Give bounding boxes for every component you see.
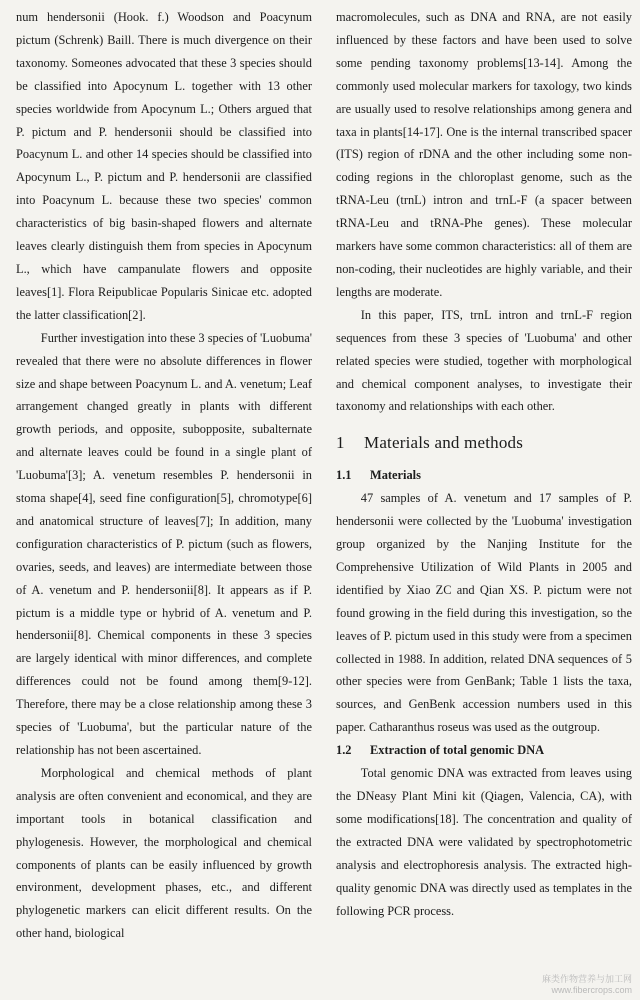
paragraph: In this paper, ITS, trnL intron and trnL-F region sequences from these 3 species of 'Luobuma' and other related species were studied, together with morphological and chemical component analyses, to investigate their taxonomy and relationships with each other.: [336, 307, 632, 414]
paragraph: macromolecules, such as DNA and RNA, are not easily influenced by these factors and have been used to solve some pending taxonomy problems[13-14]. Among the commonly used molecular markers for taxology, two kinds are usually used to resolve relationships among genera and taxa in plants[14-17]. One is the internal transcribed spacer (ITS) region of rDNA and the other including some non-coding regions in the chloroplast genome, such as the tRNA-Leu (trnL) intron and trnL-F (a spacer between tRNA-Leu and tRNA-Phe genes). These molecular markers have some common characteristics: all of them are non-coding, their nucleotides are highly variable, and their lengths are moderate.: [336, 10, 632, 299]
watermark-line1: 麻类作物营养与加工网: [541, 974, 632, 984]
paragraph: Total genomic DNA was extracted from leaves using the DNeasy Plant Mini kit (Qiagen, Valencia, CA), with some modifications[18]. The concentration and quality of the extracted DNA were validated by spectrophotometric analysis and electrophoresis analysis. The extracted high-quality genomic DNA was directly used as templates in the following PCR process.: [336, 766, 632, 918]
section-heading: [336, 430, 632, 456]
watermark: [542, 974, 632, 996]
subsection-number: 1.2: [336, 743, 352, 758]
subsection-title: Extraction of total genomic DNA: [370, 743, 545, 758]
section-title: Materials and methods: [364, 433, 524, 453]
subsection-number: 1.1: [336, 468, 352, 483]
watermark-line2: www.fibercrops.com: [551, 985, 632, 995]
paragraph: Further investigation into these 3 species of 'Luobuma' revealed that there were no absolute differences in flower size and shape between Poacynum L. and A. venetum; Leaf arrangement changed greatly in plants with different growth periods, and opposite, subopposite, subalternate and alternate leaves could be found in a single plant of 'Luobuma'[3]; A. venetum resembles P. hendersonii in stoma shape[4], seed fine configuration[5], chromotype[6] and anatomical structure of leaves[7]; In addition, many configuration characteristics of P. pictum (such as flowers, ovaries, seeds, and leaves) are intermediate between those of A. venetum and P. hendersonii[8]. It appears as if P. pictum is a middle type or hybrid of A. venetum and P. hendersonii[8]. Chemical components in these 3 species are largely identical with minor differences, and complete differences could not be found among them[9-12]. Therefore, there may be a close relationship among these 3 species of 'Luobuma', but the particular nature of the relationship has not been ascertained.: [16, 330, 312, 757]
subsection-title: Materials: [370, 468, 421, 483]
section-number: 1: [336, 433, 345, 453]
right-column: [336, 6, 632, 922]
paragraph: Morphological and chemical methods of plant analysis are often convenient and economical, and they are important tools in botanical classification and phylogenesis. However, the morphological and chemical components of plants can be easily influenced by growth environment, development phases, etc., and different phylogenetic markers can elicit different results. On the other hand, biological: [16, 765, 312, 941]
left-column: [16, 6, 312, 945]
subsection-heading: [336, 739, 632, 762]
subsection-heading: [336, 464, 632, 487]
paragraph: num hendersonii (Hook. f.) Woodson and Poacynum pictum (Schrenk) Baill. There is much divergence on their taxonomy. Someones advocated that these 3 species should be classified into Apocynum L. together with 13 other species worldwide from Apocynum L.; Others argued that P. pictum and P. hendersonii should be classified into Poacynum L. and other 14 species should be classified into Apocynum L., P. pictum and P. hendersonii are classified into Poacynum L. because these two species' common characteristics of big basin-shaped flowers and alternate leaves clearly distinguish them from species in Apocynum L., which have campanulate flowers and opposite leaves[1]. Flora Reipublicae Popularis Sinicae etc. adopted the latter classification[2].: [16, 10, 312, 322]
paragraph: 47 samples of A. venetum and 17 samples of P. hendersonii were collected by the 'Luobuma' investigation group organized by the Nanjing Institute for the Comprehensive Utilization of Wild Plants in 2005 and identified by Xiao ZC and Qian XS. P. pictum were not found growing in the field during this investigation, so the leaves of P. pictum used in this study were from a specimen collected in 1988. In addition, related DNA sequences of 5 other species were from GenBank; Table 1 lists the taxa, sources, and GenBenk accession numbers used in this paper. Catharanthus roseus was used as the outgroup.: [336, 491, 632, 735]
